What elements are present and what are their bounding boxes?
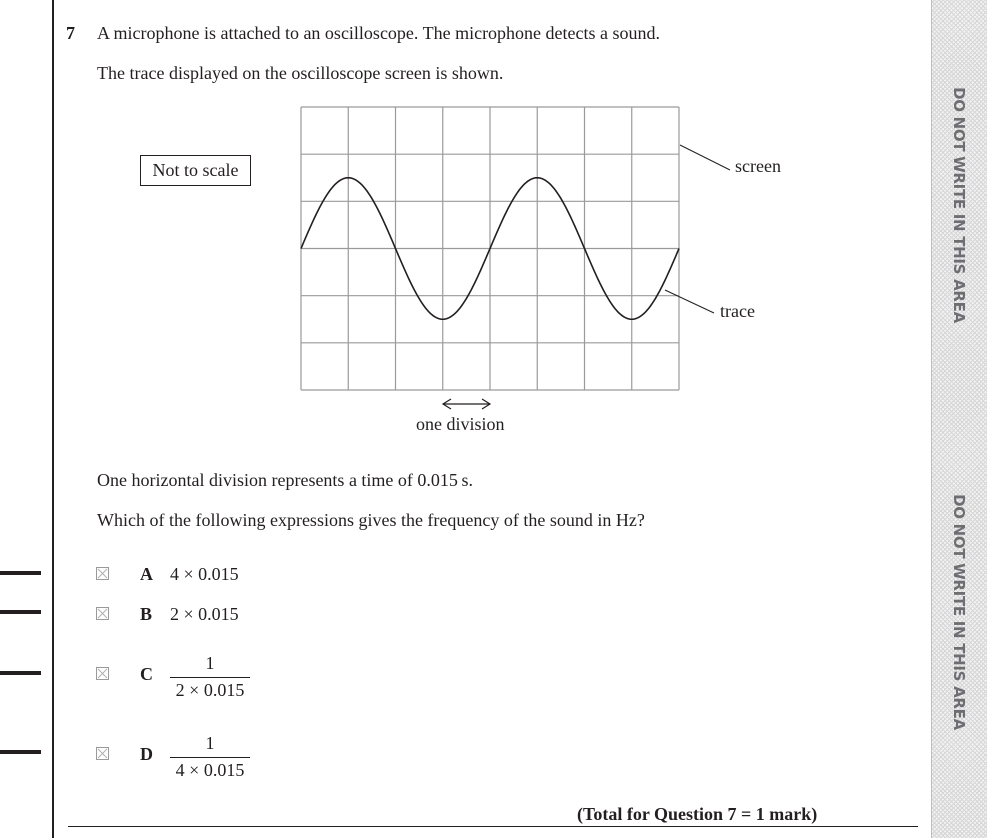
bottom-rule	[68, 826, 918, 827]
division-statement: One horizontal division represents a time of 0.015 s.	[97, 470, 474, 490]
option-c-letter: C	[140, 664, 153, 684]
margin-tick-c	[0, 671, 41, 675]
option-a-checkbox[interactable]	[96, 567, 109, 580]
option-b-expression: 2 × 0.015	[170, 604, 239, 624]
question-total: (Total for Question 7 = 1 mark)	[577, 804, 818, 824]
margin-tick-d	[0, 750, 41, 754]
option-d-numerator: 1	[205, 733, 215, 753]
option-c-numerator: 1	[205, 653, 215, 673]
option-d-denominator: 4 × 0.015	[175, 760, 245, 780]
screen-label: screen	[735, 156, 781, 176]
option-c-checkbox[interactable]	[96, 667, 109, 680]
screen-leader-line	[680, 145, 730, 170]
trace-statement: The trace displayed on the oscilloscope screen is shown.	[97, 63, 504, 83]
one-division-label: one division	[416, 414, 505, 434]
question-intro: A microphone is attached to an oscilloscope. The microphone detects a sound.	[97, 23, 661, 43]
option-c-fraction-bar	[170, 677, 250, 678]
option-d-fraction-bar	[170, 757, 250, 758]
option-a-letter: A	[140, 564, 153, 584]
one-division-arrow	[443, 399, 490, 409]
margin-tick-b	[0, 610, 41, 614]
option-b-letter: B	[140, 604, 153, 624]
option-c-fraction	[170, 653, 250, 701]
trace-leader-line	[665, 290, 714, 313]
trace-label: trace	[720, 301, 755, 321]
option-a-expression: 4 × 0.015	[170, 564, 239, 584]
question-number: 7	[66, 23, 75, 43]
option-d-fraction	[170, 733, 250, 781]
not-to-scale-box: Not to scale	[140, 155, 251, 186]
option-d-letter: D	[140, 744, 153, 764]
margin-tick-a	[0, 571, 41, 575]
option-d-checkbox[interactable]	[96, 747, 109, 760]
option-c-denominator: 2 × 0.015	[175, 680, 245, 700]
option-b-checkbox[interactable]	[96, 607, 109, 620]
question-prompt: Which of the following expressions gives the frequency of the sound in Hz?	[97, 510, 645, 530]
